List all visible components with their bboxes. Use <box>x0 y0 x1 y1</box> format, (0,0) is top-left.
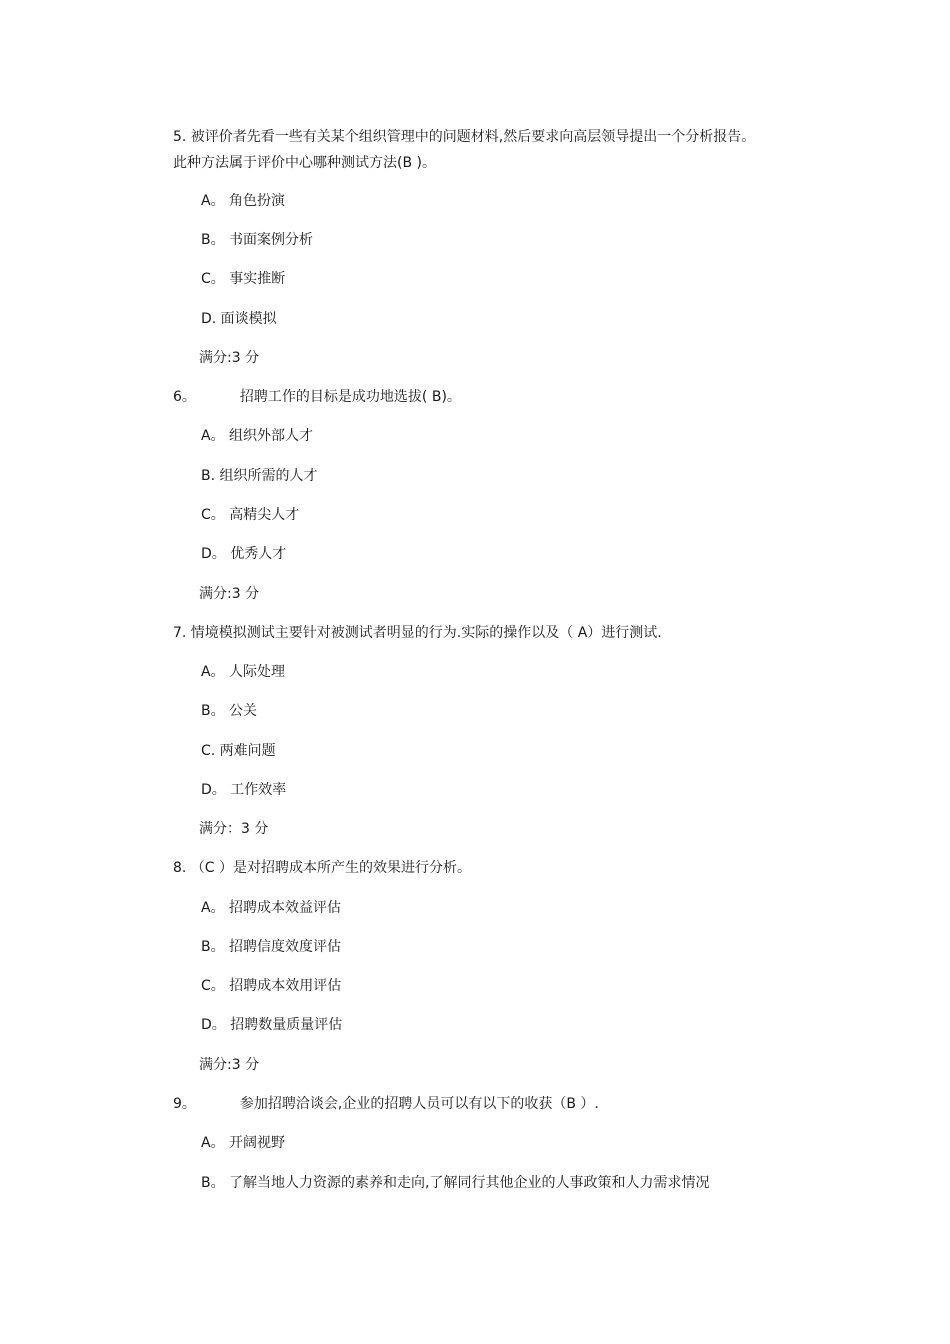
question-8-option-b: B。 招聘信度效度评估 <box>201 939 342 955</box>
question-5-score: 满分:3 分 <box>199 350 260 366</box>
question-6-score: 满分:3 分 <box>199 586 260 602</box>
question-5-option-b: B。 书面案例分析 <box>201 232 314 248</box>
question-5-line-1: 5. 被评价者先看一些有关某个组织管理中的问题材料,然后要求向高层领导提出一个分析报告。 <box>173 129 756 145</box>
question-7-option-d: D。 工作效率 <box>201 782 287 798</box>
question-8-line-1: 8. （C ）是对招聘成本所产生的效果进行分析。 <box>173 860 472 876</box>
question-8-option-d: D。 招聘数量质量评估 <box>201 1017 343 1033</box>
question-5-option-d: D. 面谈模拟 <box>201 311 277 327</box>
question-7-line-1: 7. 情境模拟测试主要针对被测试者明显的行为.实际的操作以及（ A）进行测试. <box>173 625 662 641</box>
question-9-number: 9。 <box>173 1096 196 1112</box>
question-6-number: 6。 <box>173 389 196 405</box>
question-7-option-c: C. 两难问题 <box>201 743 276 759</box>
question-6-line <box>173 387 461 407</box>
question-5-line-2: 此种方法属于评价中心哪种测试方法(B )。 <box>173 155 436 171</box>
question-6-option-d: D。 优秀人才 <box>201 546 287 562</box>
question-8-option-c: C。 招聘成本效用评估 <box>201 978 342 994</box>
question-9-option-a: A。 开阔视野 <box>201 1135 286 1151</box>
question-6-option-b: B. 组织所需的人才 <box>201 468 318 484</box>
question-9-option-b: B。 了解当地人力资源的素养和走向,了解同行其他企业的人事政策和人力需求情况 <box>201 1175 710 1191</box>
question-5-option-c: C。 事实推断 <box>201 271 286 287</box>
question-8-score: 满分:3 分 <box>199 1057 260 1073</box>
question-6-option-c: C。 高精尖人才 <box>201 507 300 523</box>
question-7-option-a: A。 人际处理 <box>201 664 286 680</box>
question-5-option-a: A。 角色扮演 <box>201 193 286 209</box>
question-7-score: 满分：3 分 <box>199 821 269 837</box>
question-8-option-a: A。 招聘成本效益评估 <box>201 900 342 916</box>
question-6-text: 招聘工作的目标是成功地选拔( B)。 <box>239 389 461 405</box>
question-7-option-b: B。 公关 <box>201 703 258 719</box>
question-9-text: 参加招聘洽谈会,企业的招聘人员可以有以下的收获（B ）. <box>239 1096 599 1112</box>
question-6-option-a: A。 组织外部人才 <box>201 428 314 444</box>
question-9-line <box>173 1094 599 1114</box>
